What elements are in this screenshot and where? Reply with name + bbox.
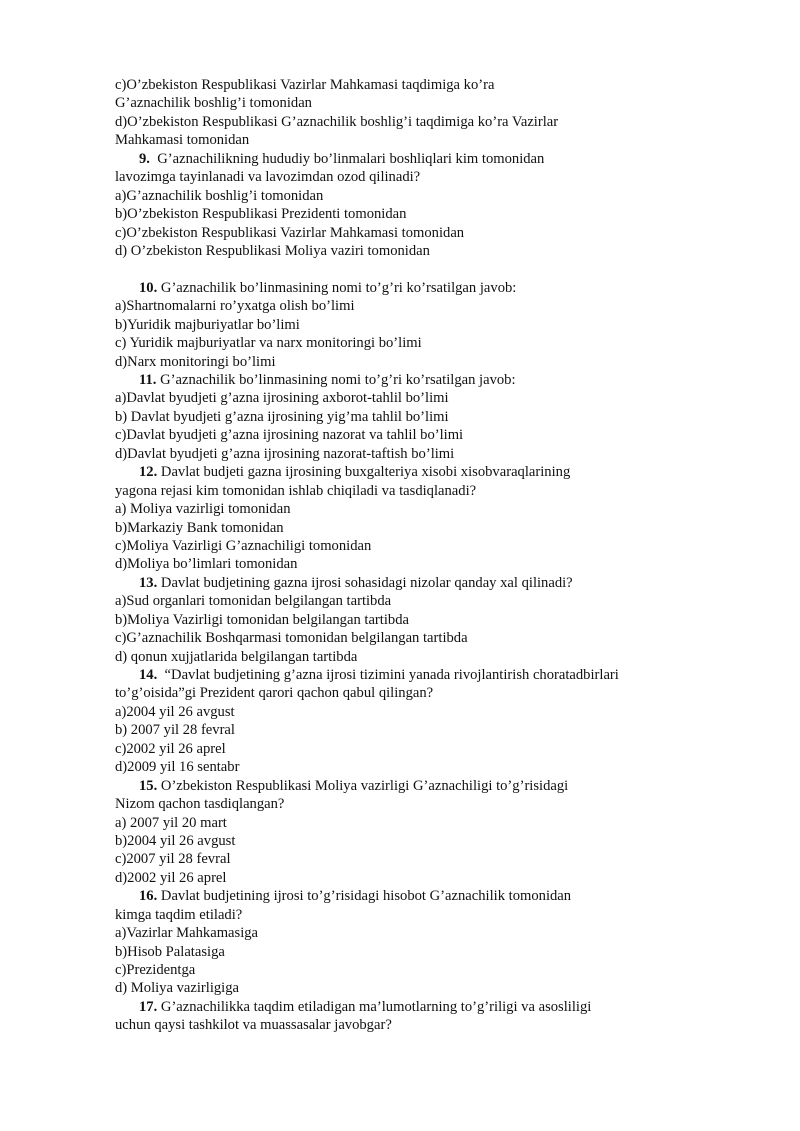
text-line: kimga taqdim etiladi? [115, 906, 243, 923]
text-line: d)Moliya bo’limlari tomonidan [115, 556, 298, 573]
text-line: a)Sud organlari tomonidan belgilangan tartibda [115, 593, 392, 610]
question-text: “Davlat budjetining g’azna ijrosi tizimini yanada rivojlantirish choratadbirlari [157, 667, 619, 683]
question-number: 15. [139, 777, 158, 794]
question-number: 14. [139, 667, 158, 683]
text-line: lavozimga tayinlanadi va lavozimdan ozod qilinadi? [115, 169, 421, 186]
question-number: 12. [139, 464, 158, 481]
question-line [115, 463, 695, 481]
text-line: to’g’oisida”gi Prezident qarori qachon qabul qilingan? [115, 685, 434, 702]
question-line [115, 574, 695, 592]
text-line: c)O’zbekiston Respublikasi Vazirlar Mahkamasi taqdimiga ko’ra [115, 77, 495, 93]
text-line: Mahkamasi tomonidan [115, 132, 250, 149]
question-text: G’aznachilikka taqdim etiladigan ma’lumotlarning to’g’riligi va asosliligi [157, 998, 592, 1015]
question-text: O’zbekiston Respublikasi Moliya vazirligi G’aznachiligi to’g’risidagi [157, 777, 569, 794]
question-number: 10. [139, 279, 158, 296]
text-line: b)Yuridik majburiyatlar bo’limi [115, 316, 300, 333]
question-text: Davlat budjetining ijrosi to’g’risidagi hisobot G’aznachilik tomonidan [157, 888, 572, 905]
text-line: a) Moliya vazirligi tomonidan [115, 501, 291, 518]
text-line: c)Moliya Vazirligi G’aznachiligi tomonidan [115, 537, 372, 554]
question-line [115, 150, 695, 168]
text-line: a) 2007 yil 20 mart [115, 814, 227, 831]
text-line: b) 2007 yil 28 fevral [115, 722, 235, 739]
text-line: b) Davlat byudjeti g’azna ijrosining yig’ma tahlil bo’limi [115, 408, 449, 425]
text-line: b)O’zbekiston Respublikasi Prezidenti tomonidan [115, 206, 407, 223]
question-number: 16. [139, 888, 158, 905]
question-text: G’aznachilik bo’linmasining nomi to’g’ri ko’rsatilgan javob: [156, 372, 516, 388]
text-line: c)2002 yil 26 aprel [115, 740, 226, 757]
text-line: c)Davlat byudjeti g’azna ijrosining nazorat va tahlil bo’limi [115, 427, 464, 444]
blank-line [115, 260, 695, 278]
question-number: 9. [139, 150, 150, 167]
text-line: a)Vazirlar Mahkamasiga [115, 925, 259, 942]
text-line: d)2002 yil 26 aprel [115, 869, 227, 886]
text-line: c)G’aznachilik Boshqarmasi tomonidan belgilangan tartibda [115, 630, 468, 647]
question-number: 17. [139, 998, 158, 1015]
question-line [115, 777, 695, 795]
text-line: a)2004 yil 26 avgust [115, 703, 235, 720]
text-line: a)G’aznachilik boshlig’i tomonidan [115, 187, 324, 204]
question-text: G’aznachilik bo’linmasining nomi to’g’ri ko’rsatilgan javob: [157, 279, 517, 296]
question-text: Davlat budjeti gazna ijrosining buxgalteriya xisobi xisobvaraqlarining [157, 464, 571, 481]
text-line: yagona rejasi kim tomonidan ishlab chiqiladi va tasdiqlanadi? [115, 482, 477, 499]
text-line: Nizom qachon tasdiqlangan? [115, 796, 285, 813]
question-line [115, 887, 695, 905]
text-line: uchun qaysi tashkilot va muassasalar javobgar? [115, 1017, 392, 1034]
text-line: d) O’zbekiston Respublikasi Moliya vaziri tomonidan [115, 242, 430, 259]
text-line: d) qonun xujjatlarida belgilangan tartibda [115, 648, 358, 665]
question-number: 11. [139, 372, 157, 388]
text-line: d)Narx monitoringi bo’limi [115, 353, 276, 370]
text-line: d) Moliya vazirligiga [115, 980, 240, 997]
text-line: c)O’zbekiston Respublikasi Vazirlar Mahkamasi tomonidan [115, 224, 465, 241]
question-number: 13. [139, 574, 158, 591]
text-line: d)O’zbekiston Respublikasi G’aznachilik boshlig’i taqdimiga ko’ra Vazirlar [115, 113, 559, 130]
text-line: b)Markaziy Bank tomonidan [115, 519, 284, 536]
text-line: b)Hisob Palatasiga [115, 943, 225, 960]
question-line [115, 666, 695, 684]
text-line: d)2009 yil 16 sentabr [115, 759, 240, 776]
text-line: a)Davlat byudjeti g’azna ijrosining axborot-tahlil bo’limi [115, 390, 449, 407]
question-line [115, 371, 695, 389]
text-line: a)Shartnomalarni ro’yxatga olish bo’limi [115, 298, 355, 315]
text-line: c) Yuridik majburiyatlar va narx monitoringi bo’limi [115, 335, 422, 352]
question-text: G’aznachilikning hududiy bo’linmalari boshliqlari kim tomonidan [149, 150, 545, 167]
text-line: b)Moliya Vazirligi tomonidan belgilangan tartibda [115, 611, 409, 628]
question-text: Davlat budjetining gazna ijrosi sohasidagi nizolar qanday xal qilinadi? [157, 574, 573, 591]
text-line: d)Davlat byudjeti g’azna ijrosining nazorat-taftish bo’limi [115, 445, 455, 462]
question-line [115, 279, 695, 297]
text-line: G’aznachilik boshlig’i tomonidan [115, 95, 312, 112]
document-body [115, 76, 695, 1035]
text-line: b)2004 yil 26 avgust [115, 832, 236, 849]
text-line: c)2007 yil 28 fevral [115, 851, 231, 868]
text-line: c)Prezidentga [115, 962, 196, 978]
question-line [115, 998, 695, 1016]
